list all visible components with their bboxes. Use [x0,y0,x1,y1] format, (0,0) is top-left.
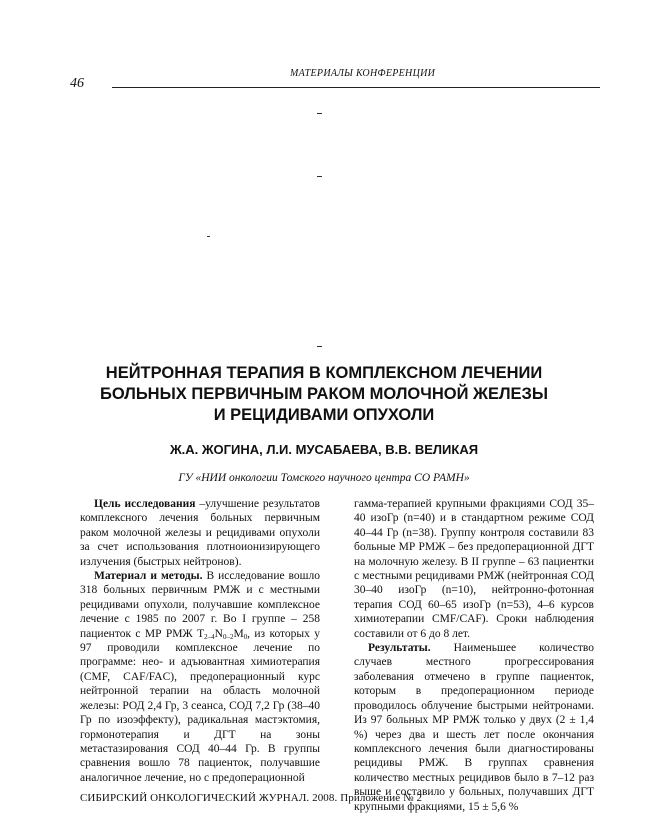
methods-paragraph [80,569,320,785]
title-line: НЕЙТРОННАЯ ТЕРАПИЯ В КОМПЛЕКСНОМ ЛЕЧЕНИИ [105,364,543,382]
header-rule [112,87,600,88]
affiliation: ГУ «НИИ онкологии Томского научного центра СО РАМН» [178,472,470,484]
results-text: Наименьшее количество случаев местного прогрессирования заболевания отмечено в группе пациенток, которым в предоперационном периоде проводилось облучение быстрыми нейтронами. Из 97 больных МР РМЖ только у двух (2 ± 1,4 %) через два и шесть лет после окончания комплексного лечения были диагностированы рецидивы РМЖ. В группах сравнения количество местных рецидивов было в 7–12 раз выше и составило у больных, получавших ДГТ крупными фракциями, 15 ± 5,6 % [354,642,594,813]
methods-text-continued: , из которых у 97 проводили комплексное лечение по программе: нео- и адъювантная химиотерапия (CMF, CAF/FAC), предоперационный курс нейтронной терапии на область молочной железы: РОД 2,4 Гр, 3 сеанса, СОД 7,2 Гр (38–40 Гр по изоэффекту), радикальная мастэктомия, гормонотерапия и ДГТ на зоны метастазирования СОД 40–44 Гр. В группы сравнения вошло 78 пациенток, получавшие аналогичное лечение, но с предоперационной [80,627,320,784]
results-label: Результаты. [368,642,431,655]
results-paragraph [354,641,594,814]
methods-continued-paragraph [354,497,594,641]
methods-text-right: гамма-терапией крупными фракциями СОД 35–40 изоГр (n=40) и в стандартном режиме СОД 40–44 Гр (n=38). Группу контроля составили 83 больные МР РМЖ – без предоперационной ДГТ на молочную железу. В II группе – 63 пациентки с местными рецидивами РМЖ (нейтронная СОД 30–40 изоГр (n=10), нейтронно-фотонная терапия СОД 60–65 изоГр (n=53), 4–6 курсов химиотерапии CMF/CAF). Сроки наблюдения составили от 6 до 8 лет. [354,498,594,640]
aim-text: –улучшение результатов комплексного лечения больных первичным раком молочной железы и рецидивами опухоли за счет использования плотноионизирующего излучения (быстрых нейтронов). [80,498,320,568]
journal-footer: СИБИРСКИЙ ОНКОЛОГИЧЕСКИЙ ЖУРНАЛ. 2008. Приложение № 2 [80,792,423,804]
title-line: БОЛЬНЫХ ПЕРВИЧНЫМ РАКОМ МОЛОЧНОЙ ЖЕЛЕЗЫ [99,385,549,403]
title-line: И РЕЦИДИВАМИ ОПУХОЛИ [213,406,435,424]
body-column-right [354,497,594,814]
stage-m-letter: M [233,627,244,640]
stage-t-subscript: 2–4 [204,632,215,641]
methods-text: В исследование вошло 318 больных первичным РМЖ и с местными рецидивами опухоли, получавшие комплексное лечение с 1985 по 2007 г. Во I группе – 258 пациенток с МР РМЖ T [80,570,320,640]
dash-mark [207,236,210,237]
page-number: 46 [70,76,84,91]
aim-paragraph [80,497,320,569]
methods-label: Материал и методы. [94,570,203,583]
dash-mark [317,176,322,177]
article-title [80,363,568,426]
body-column-left [80,497,320,785]
running-header: МАТЕРИАЛЫ КОНФЕРЕНЦИИ [290,68,436,79]
aim-label: Цель исследования [94,498,196,510]
stage-n-subscript: 0–2 [222,632,234,641]
dash-mark [317,113,322,114]
dash-mark [317,346,322,347]
authors: Ж.А. ЖОГИНА, Л.И. МУСАБАЕВА, В.В. ВЕЛИКАЯ [169,442,479,457]
stage-n-letter: N [214,627,223,640]
stage-m-subscript: 0 [243,632,248,641]
